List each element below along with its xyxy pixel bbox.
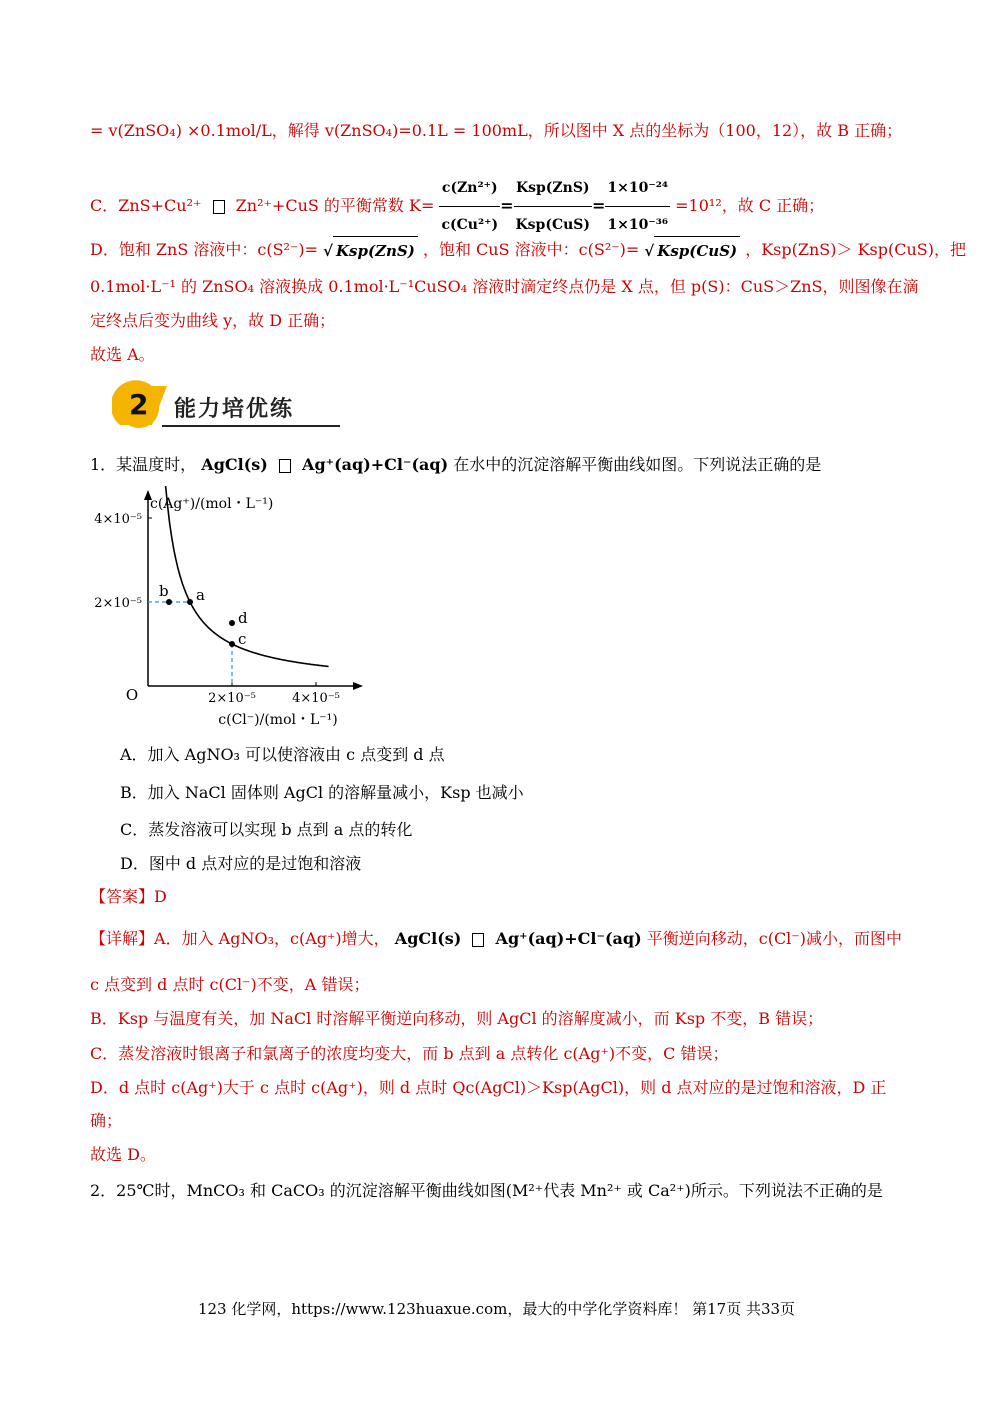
solution-choose: 故选 A。 (90, 345, 155, 364)
q1-detail-d2: 确； (90, 1111, 123, 1130)
banner-number: 2 (129, 388, 149, 421)
sqrt-ksp-zns: √ Ksp(ZnS) (323, 236, 418, 265)
solution-line-d2: 0.1mol·L⁻¹ 的 ZnSO₄ 溶液换成 0.1mol·L⁻¹CuSO₄ 溶液时滴定终点仍是 X 点，但 p(S)：CuS＞ZnS，则图像在滴 (90, 277, 919, 296)
fraction-zn-cu: $\frac{\text{c(Zn²⁺)}}{\text{c(Cu²⁺)}}$ (439, 170, 500, 243)
q1-answer: 【答案】D (90, 887, 167, 906)
point-label-a: a (196, 586, 205, 604)
solution-line-b: = v(ZnSO₄) ×0.1mol/L，解得 v(ZnSO₄)=0.1L = 100mL，所以图中 X 点的坐标为（100，12），故 B 正确； (90, 121, 903, 140)
solution-line-d3: 定终点后变为曲线 y，故 D 正确； (90, 311, 336, 330)
q1-detail-a1: 【详解】A．加入 AgNO₃，c(Ag⁺)增大， AgCl(s) Ag⁺(aq)+Cl⁻(aq) 平衡逆向移动，c(Cl⁻)减小，而图中 (90, 929, 902, 948)
solution-line-c: C．ZnS+Cu²⁺ Zn²⁺+CuS 的平衡常数 K= $\frac{\text{c(Zn²⁺)}}{\text{c(Cu²⁺)}}$ = $\frac{\text{Ksp(ZnS)}}{\text{Ksp(CuS)}}$ = $\frac{\text{1×10⁻²⁴}}{\text{1×10⁻³⁶}}$ =10¹²，故 C 正确； (90, 170, 824, 243)
q1-detail-c: C．蒸发溶液时银离子和氯离子的浓度均变大，而 b 点到 a 点转化 c(Ag⁺)不变，C 错误； (90, 1044, 729, 1063)
point-label-c: c (238, 630, 247, 648)
q1-stem: 1．某温度时， AgCl(s) Ag⁺(aq)+Cl⁻(aq) 在水中的沉淀溶解平衡曲线如图。下列说法正确的是 (90, 455, 822, 474)
x-tick-label: 4×10⁻⁵ (292, 691, 340, 706)
section-banner (112, 380, 342, 430)
solubility-chart (88, 486, 368, 736)
y-tick-label: 2×10⁻⁵ (94, 596, 142, 611)
y-tick-label: 4×10⁻⁵ (94, 512, 142, 527)
page-footer: 123 化学网，https://www.123huaxue.com，最大的中学化学资料库！ 第17页 共33页 (197, 1300, 796, 1318)
x-tick-label: 2×10⁻⁵ (208, 691, 256, 706)
equilibrium-arrow-icon (472, 933, 484, 947)
x-axis-arrow (353, 682, 363, 690)
solution-c-suffix: =10¹²，故 C 正确； (675, 196, 825, 215)
banner-title: 能力培优练 (174, 397, 295, 422)
point-label-b: b (159, 582, 169, 600)
fraction-ksp: $\frac{\text{Ksp(ZnS)}}{\text{Ksp(CuS)}}$ (514, 170, 593, 243)
q1-choose: 故选 D。 (90, 1145, 156, 1164)
point-a (187, 599, 193, 605)
point-label-d: d (238, 609, 248, 627)
solubility-curve (166, 486, 329, 667)
sqrt-ksp-cus: √ Ksp(CuS) (644, 236, 740, 265)
point-d (229, 620, 235, 626)
origin-label: O (125, 686, 139, 704)
solution-line-d: D．饱和 ZnS 溶液中：c(S²⁻)= √ Ksp(ZnS) ，饱和 CuS 溶液中：c(S²⁻)= √ Ksp(CuS) ，Ksp(ZnS)＞ Ksp(CuS)，把 (90, 236, 966, 265)
equilibrium-arrow-icon (213, 200, 225, 214)
point-c (229, 641, 235, 647)
q1-option-d: D．图中 d 点对应的是过饱和溶液 (120, 854, 362, 873)
q1-detail-d1: D．d 点时 c(Ag⁺)大于 c 点时 c(Ag⁺)，则 d 点时 Qc(AgCl)＞Ksp(AgCl)，则 d 点对应的是过饱和溶液，D 正 (90, 1078, 887, 1097)
solution-c-mid: Zn²⁺+CuS 的平衡常数 K= (235, 196, 435, 215)
q1-detail-b: B．Ksp 与温度有关，加 NaCl 时溶解平衡逆向移动，则 AgCl 的溶解度减小，而 Ksp 不变，B 错误； (90, 1009, 824, 1028)
y-axis-label: c(Ag⁺)/(mol・L⁻¹) (150, 496, 274, 512)
equilibrium-arrow-icon (279, 459, 291, 473)
q1-option-c: C．蒸发溶液可以实现 b 点到 a 点的转化 (120, 820, 413, 839)
q1-option-a: A．加入 AgNO₃ 可以使溶液由 c 点变到 d 点 (120, 745, 445, 764)
x-axis-label: c(Cl⁻)/(mol・L⁻¹) (218, 712, 338, 728)
solution-c-prefix: C．ZnS+Cu²⁺ (90, 196, 202, 215)
q1-option-b: B．加入 NaCl 固体则 AgCl 的溶解量减小，Ksp 也减小 (120, 783, 524, 802)
fraction-values: $\frac{\text{1×10⁻²⁴}}{\text{1×10⁻³⁶}}$ (605, 170, 670, 243)
q1-detail-a2: c 点变到 d 点时 c(Cl⁻)不变，A 错误； (90, 975, 370, 994)
q2-stem: 2．25℃时，MnCO₃ 和 CaCO₃ 的沉淀溶解平衡曲线如图(M²⁺代表 Mn²⁺ 或 Ca²⁺)所示。下列说法不正确的是 (90, 1181, 883, 1200)
